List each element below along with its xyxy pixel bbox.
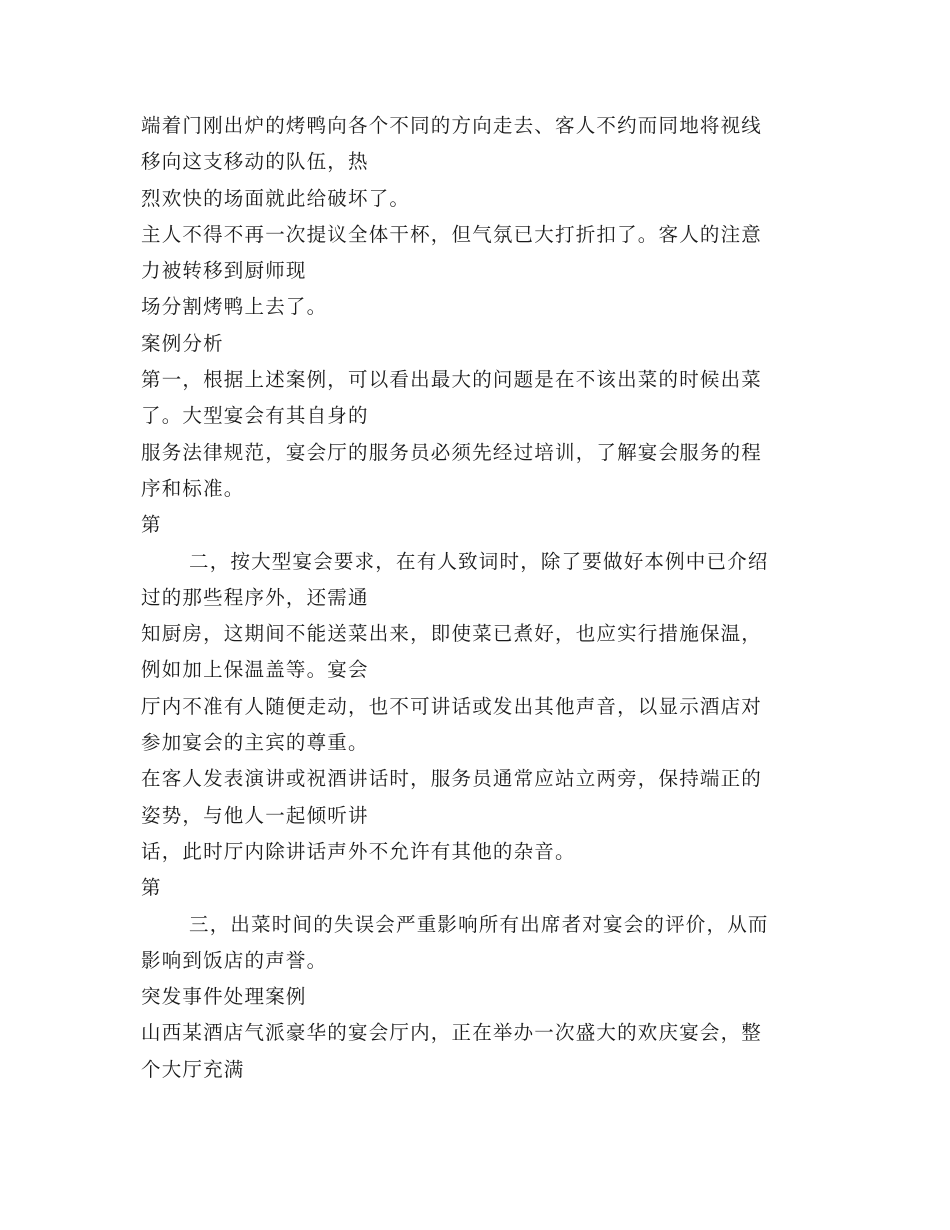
text-line: 力被转移到厨师现 — [141, 259, 307, 283]
text-line: 烈欢快的场面就此给破坏了。 — [141, 186, 411, 210]
text-line: 厅内不准有人随便走动，也不可讲话或发出其他声音，以显示酒店对 — [141, 694, 763, 718]
text-line: 序和标准。 — [141, 476, 245, 500]
text-line: 姿势，与他人一起倾听讲 — [141, 803, 369, 827]
text-line: 在客人发表演讲或祝酒讲话时，服务员通常应站立两旁，保持端正的 — [141, 767, 763, 791]
text-line: 山西某酒店气派豪华的宴会厅内，正在举办一次盛大的欢庆宴会，整 — [141, 1021, 763, 1045]
section-heading: 案例分析 — [141, 331, 224, 355]
text-line: 第 — [141, 876, 162, 900]
text-line: 影响到饭店的声誉。 — [141, 948, 328, 972]
text-line: 三，出菜时间的失误会严重影响所有出席者对宴会的评价，从而 — [189, 912, 769, 936]
text-line: 例如加上保温盖等。宴会 — [141, 658, 369, 682]
text-line: 话，此时厅内除讲话声外不允许有其他的杂音。 — [141, 839, 576, 863]
text-line: 知厨房，这期间不能送菜出来，即使菜已煮好，也应实行措施保温， — [141, 622, 763, 646]
text-line: 第一，根据上述案例，可以看出最大的问题是在不该出菜的时候出菜 — [141, 368, 763, 392]
text-line: 场分割烤鸭上去了。 — [141, 295, 328, 319]
text-line: 二，按大型宴会要求，在有人致词时，除了要做好本例中已介绍 — [189, 549, 769, 573]
text-line: 参加宴会的主宾的尊重。 — [141, 731, 369, 755]
text-line: 主人不得不再一次提议全体干杯，但气氛已大打折扣了。客人的注意 — [141, 222, 763, 246]
text-line: 了。大型宴会有其自身的 — [141, 404, 369, 428]
text-line: 端着门刚出炉的烤鸭向各个不同的方向走去、客人不约而同地将视线 — [141, 114, 763, 137]
text-line: 第 — [141, 513, 162, 537]
text-line: 服务法律规范，宴会厅的服务员必须先经过培训，了解宴会服务的程 — [141, 440, 763, 464]
text-line: 移向这支移动的队伍，热 — [141, 150, 369, 174]
section-heading: 突发事件处理案例 — [141, 985, 307, 1009]
text-line: 个大厅充满 — [141, 1057, 245, 1081]
document-body — [141, 108, 811, 1088]
text-line: 过的那些程序外，还需通 — [141, 585, 369, 609]
